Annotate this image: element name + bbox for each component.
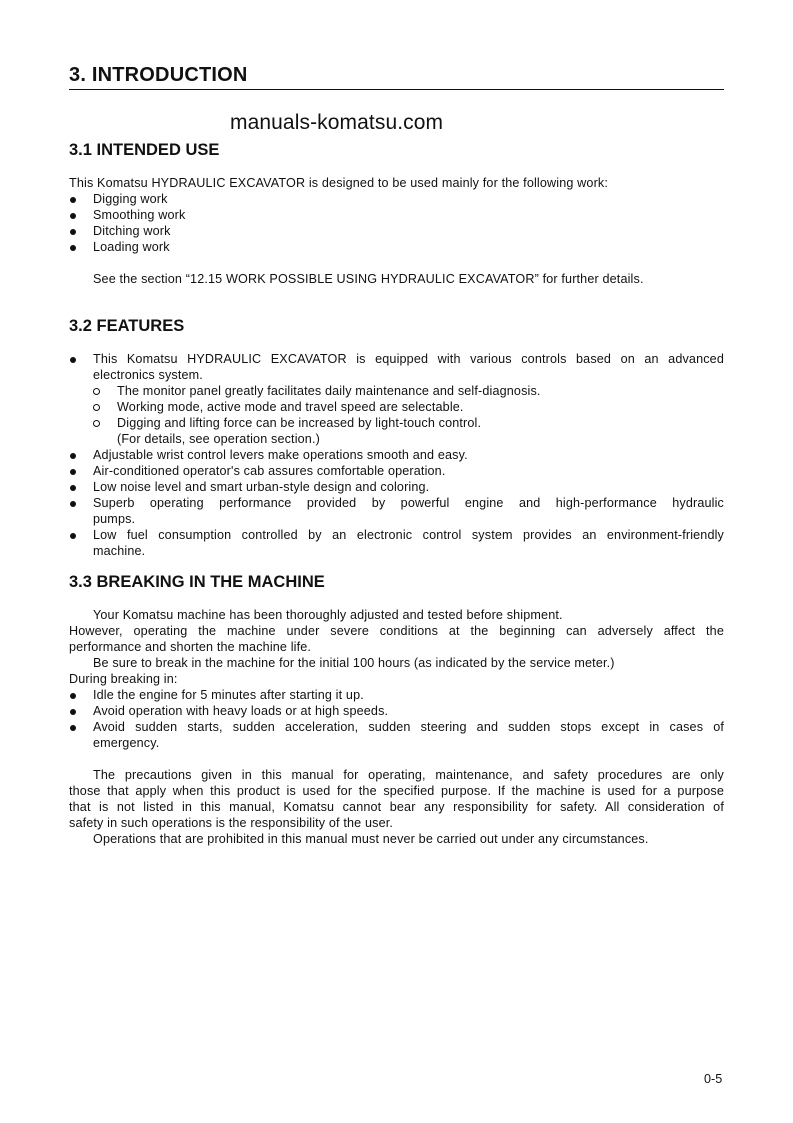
section-title-breaking-in: 3.3 BREAKING IN THE MACHINE [69,573,325,591]
features-item: Low fuel consumption controlled by an electronic control system provides an environment-friendly [93,528,724,542]
sub-bullet-icon [93,420,100,427]
breaking-in-item-continued: emergency. [93,736,160,750]
breaking-in-paragraph: During breaking in: [69,672,178,686]
intended-use-item: Smoothing work [93,208,186,222]
features-item-continued: machine. [93,544,146,558]
section-title-features: 3.2 FEATURES [69,317,185,335]
features-item: Superb operating performance provided by powerful engine and high-performance hydraulic [93,496,724,510]
features-subitem: Digging and lifting force can be increased by light-touch control. [117,416,482,430]
bullet-icon [70,469,76,475]
precautions-paragraph: The precautions given in this manual for operating, maintenance, and safety procedures are only [93,768,724,782]
breaking-in-paragraph: performance and shorten the machine life. [69,640,312,654]
bullet-icon [70,709,76,715]
intended-use-item: Ditching work [93,224,171,238]
bullet-icon [70,485,76,491]
features-subitem: The monitor panel greatly facilitates daily maintenance and self-diagnosis. [117,384,541,398]
page-number: 0-5 [704,1072,723,1086]
bullet-icon [70,693,76,699]
breaking-in-paragraph: Your Komatsu machine has been thoroughly adjusted and tested before shipment. [93,608,563,622]
intended-use-note: See the section “12.15 WORK POSSIBLE USING HYDRAULIC EXCAVATOR” for further details. [93,272,644,286]
sub-bullet-icon [93,388,100,395]
breaking-in-item: Avoid operation with heavy loads or at high speeds. [93,704,389,718]
features-item: Low noise level and smart urban-style design and coloring. [93,480,430,494]
prohibited-operations-paragraph: Operations that are prohibited in this manual must never be carried out under any circumstances. [93,832,649,846]
features-item-continued: electronics system. [93,368,203,382]
bullet-icon [70,229,76,235]
bullet-icon [70,197,76,203]
intended-use-intro: This Komatsu HYDRAULIC EXCAVATOR is designed to be used mainly for the following work: [69,176,609,190]
bullet-icon [70,245,76,251]
bullet-icon [70,725,76,731]
features-item-continued: pumps. [93,512,136,526]
bullet-icon [70,453,76,459]
breaking-in-item: Idle the engine for 5 minutes after starting it up. [93,688,364,702]
breaking-in-paragraph: However, operating the machine under severe conditions at the beginning can adversely affect the [69,624,724,638]
precautions-paragraph: that is not listed in this manual, Komatsu cannot bear any responsibility for safety. All consideration of [69,800,724,814]
bullet-icon [70,501,76,507]
features-item: This Komatsu HYDRAULIC EXCAVATOR is equipped with various controls based on an advanced [93,352,724,366]
features-item: Adjustable wrist control levers make operations smooth and easy. [93,448,468,462]
section-title-intended-use: 3.1 INTENDED USE [69,141,220,159]
breaking-in-paragraph: Be sure to break in the machine for the initial 100 hours (as indicated by the service meter.) [93,656,615,670]
features-subitem-continued: (For details, see operation section.) [117,432,320,446]
breaking-in-item: Avoid sudden starts, sudden acceleration, sudden steering and sudden stops except in cases of [93,720,724,734]
intended-use-item: Digging work [93,192,168,206]
features-subitem: Working mode, active mode and travel speed are selectable. [117,400,464,414]
sub-bullet-icon [93,404,100,411]
features-item: Air-conditioned operator's cab assures comfortable operation. [93,464,446,478]
chapter-title: 3. INTRODUCTION [69,63,724,90]
bullet-icon [70,533,76,539]
precautions-paragraph: those that apply when this product is used for the specified purpose. If the machine is used for a purpose [69,784,724,798]
bullet-icon [70,213,76,219]
intended-use-item: Loading work [93,240,170,254]
precautions-paragraph: safety in such operations is the responsibility of the user. [69,816,394,830]
watermark-text: manuals-komatsu.com [230,111,444,134]
bullet-icon [70,357,76,363]
